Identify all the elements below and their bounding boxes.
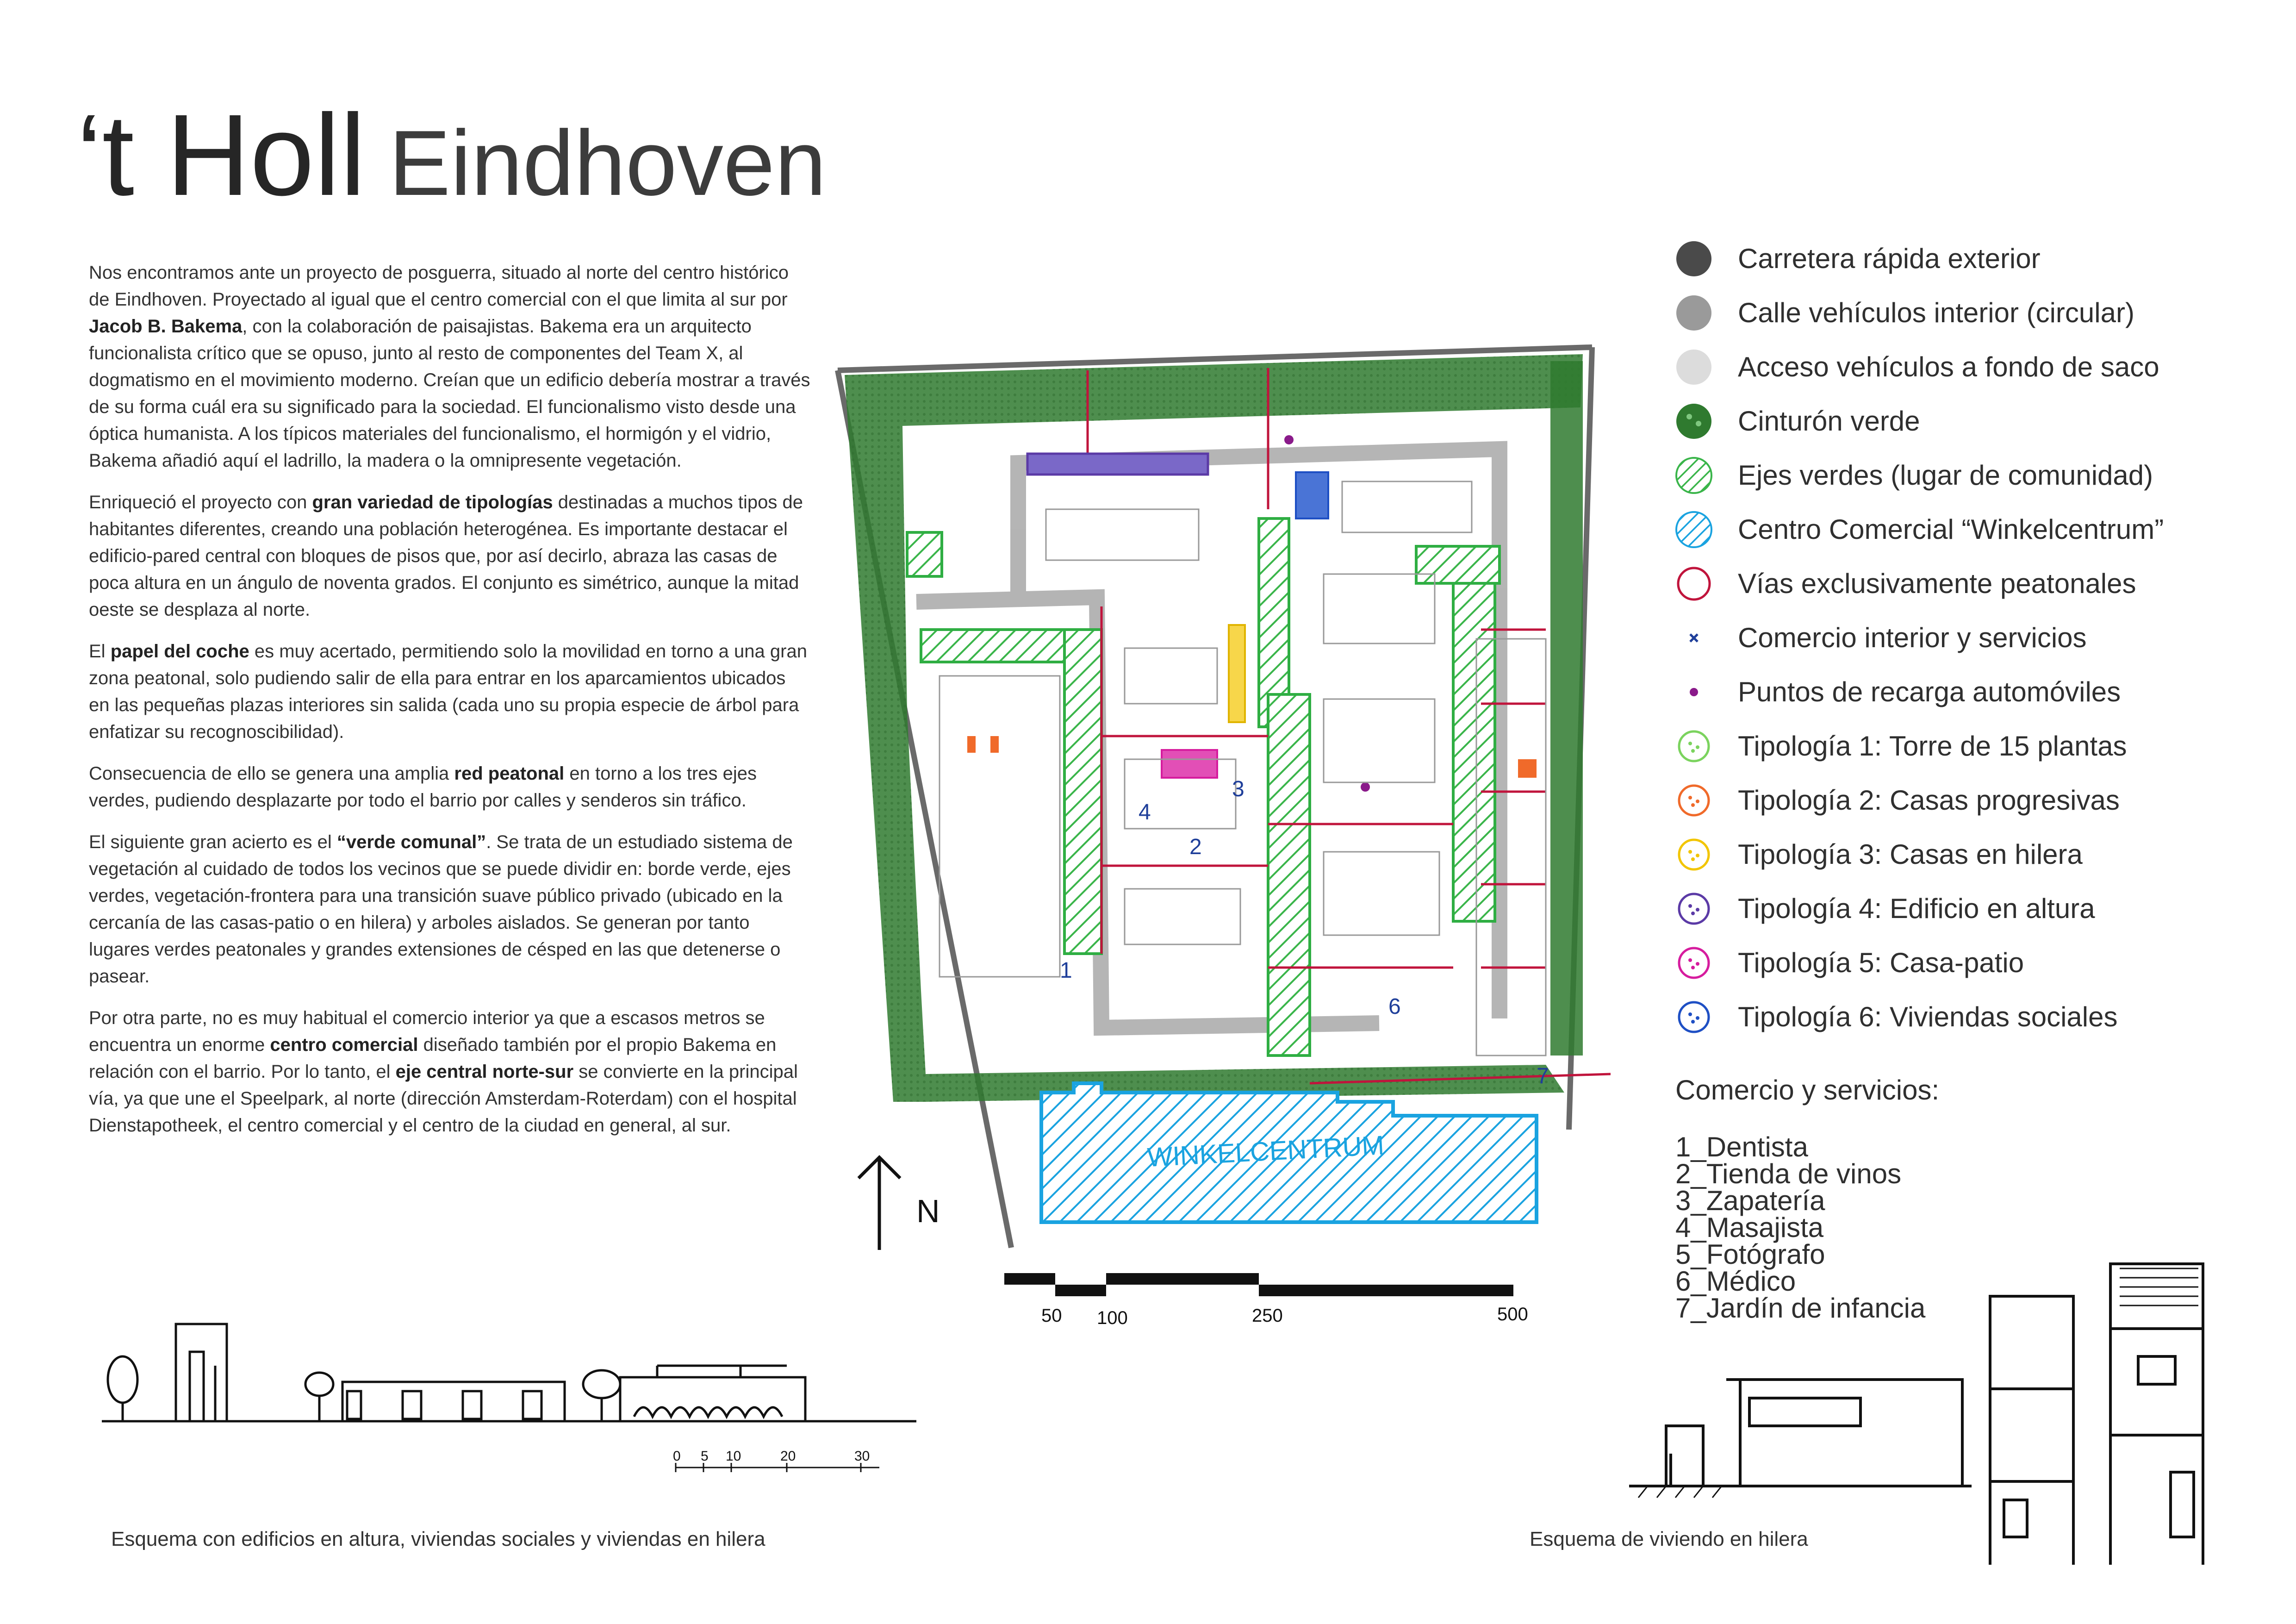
winkelcentrum-label: WINKELCENTRUM: [1146, 1130, 1385, 1173]
magenta-dotted-ring-icon: [1675, 944, 1712, 981]
svg-text:7: 7: [1537, 1064, 1549, 1088]
paragraph-1: Nos encontramos ante un proyecto de posguerra, situado al norte del centro histórico de Eindhoven. Proyectado al igual que el centro comercial con el que limita al sur por Jacob B. Bakema, con la colaboración de paisajistas. Bakema era un arquitecto funcionalista crítico que se opuso, junto al resto de componentes del Team X, al dogmatismo en el movimiento moderno. Creían que un edificio debería mostrar a través de su forma cuál era su significado para la sociedad. El funcionalismo visto desde una óptica humanista. A los típicos materiales del funcionalismo, el hormigón y el vidrio, Bakema añadió aquí el ladrillo, la madera o la omnipresente vegetación.: [89, 262, 810, 471]
legend-item: Tipología 1: Torre de 15 plantas: [1675, 719, 2277, 773]
svg-text:10: 10: [726, 1449, 741, 1464]
list-item: 5_Fotógrafo: [1675, 1239, 1825, 1270]
title-main: ‘t Holl: [76, 90, 366, 219]
site-plan: [824, 333, 1611, 1352]
paragraph-2: Enriqueció el proyecto con gran variedad de tipologías destinadas a muchos tipos de habitantes diferentes, creando una población heterogénea. Es importante destacar el edificio-pared central con bloques de pisos que, por así decirlo, abraza las casas de poca altura en un ángulo de noventa grados. El conjunto es simétrico, aunque la mitad oeste se desplaza al norte.: [89, 492, 803, 620]
legend-item: Tipología 4: Edificio en altura: [1675, 881, 2277, 936]
svg-text:5: 5: [701, 1449, 709, 1464]
paragraph-4: Consecuencia de ello se genera una amplia red peatonal en torno a los tres ejes verdes, pudiendo desplazarte por todo el barrio por calles y senderos sin tráfico.: [89, 763, 757, 811]
charging-point: [1361, 782, 1370, 792]
grey-circle-icon: [1675, 294, 1712, 331]
svg-text:500: 500: [1497, 1304, 1528, 1324]
list-item: 3_Zapatería: [1675, 1185, 1825, 1216]
blue-dotted-ring-icon: [1675, 999, 1712, 1036]
page-title: [76, 90, 827, 219]
section-scale: [676, 1463, 879, 1472]
typology-2-block: [990, 736, 999, 753]
svg-text:20: 20: [780, 1449, 796, 1464]
paragraph-6: Por otra parte, no es muy habitual el comercio interior ya que a escasos metros se encuentra un enorme centro comercial diseñado también por el propio Bakema en relación con el barrio. Por lo tanto, el eje central norte-sur se convierte en la principal vía, ya que une el Speelpark, al norte (dirección Amsterdam-Roterdam) con el hospital Dienstapotheek, el centro comercial y el centro de la ciudad en general, al sur.: [89, 1008, 798, 1136]
typology-6-block: [1296, 472, 1328, 518]
typology-4-block: [1027, 454, 1208, 475]
paragraph-5: El siguiente gran acierto es el “verde comunal”. Se trata de un estudiado sistema de vegetación al cuidado de todos los vecinos que se puede dividir en: borde verde, ejes verdes, vegetación-frontera para una transición suave público privado (ubicado en la cercanía de las casas-patio o en hilera) y arboles aislados. Se generan por tanto lugares verdes peatonales y grandes extensiones de césped en las que detenerse o pasear.: [89, 832, 793, 987]
list-item: 1_Dentista: [1675, 1131, 1808, 1162]
legend-item: Cinturón verde: [1675, 394, 2277, 448]
svg-text:0: 0: [673, 1449, 681, 1464]
north-arrow: [859, 1157, 900, 1250]
scale-bar: [1004, 1273, 1528, 1328]
legend-item: Puntos de recarga automóviles: [1675, 665, 2277, 719]
svg-text:3: 3: [1232, 777, 1244, 801]
paragraph-3: El papel del coche es muy acertado, permitiendo solo la movilidad en torno a una gran zona peatonal, solo pudiendo salir de ella para entrar en los aparcamientos ubicados en las pequeñas plazas interiores sin salida (cada uno su propia especie de árbol para enfatizar su recognoscibilidad).: [89, 641, 807, 742]
north-label: N: [916, 1193, 940, 1229]
red-ring-icon: [1675, 565, 1712, 602]
list-item: 4_Masajista: [1675, 1212, 1824, 1243]
legend: [1675, 231, 2277, 1044]
svg-text:100: 100: [1097, 1308, 1128, 1328]
light-grey-circle-icon: [1675, 349, 1712, 386]
legend-item: Centro Comercial “Winkelcentrum”: [1675, 502, 2277, 556]
orange-dotted-ring-icon: [1675, 782, 1712, 819]
svg-text:4: 4: [1139, 800, 1151, 824]
list-item: 6_Médico: [1675, 1266, 1796, 1297]
dark-grey-circle-icon: [1675, 240, 1712, 277]
yellow-dotted-ring-icon: [1675, 836, 1712, 873]
caption-left: Esquema con edificios en altura, viviendas sociales y viviendas en hilera: [111, 1528, 765, 1550]
typology-3-block: [1229, 625, 1245, 722]
svg-text:1: 1: [1060, 958, 1072, 983]
legend-item: Comercio interior y servicios: [1675, 611, 2277, 665]
typology-2-block: [1518, 759, 1537, 778]
intro-text: [89, 259, 811, 1154]
svg-text:6: 6: [1388, 994, 1401, 1019]
blue-hatch-icon: [1675, 511, 1712, 548]
svg-text:30: 30: [854, 1449, 870, 1464]
green-dotted-circle-icon: [1675, 403, 1712, 440]
caption-right: Esquema de viviendo en hilera: [1530, 1528, 1808, 1550]
blue-cross-icon: [1675, 619, 1712, 656]
green-hatch-icon: [1675, 457, 1712, 494]
svg-text:250: 250: [1252, 1305, 1283, 1326]
legend-item: Carretera rápida exterior: [1675, 231, 2277, 286]
legend-item: Vías exclusivamente peatonales: [1675, 556, 2277, 611]
purple-dot-icon: [1675, 674, 1712, 711]
list-item: 7_Jardín de infancia: [1675, 1293, 1926, 1324]
interior-streets: [916, 449, 1500, 1028]
typology-2-block: [967, 736, 976, 753]
title-sub: Eindhoven: [389, 112, 827, 215]
typology-5-block: [1162, 750, 1217, 778]
legend-item: Acceso vehículos a fondo de saco: [1675, 340, 2277, 394]
light-green-dotted-ring-icon: [1675, 728, 1712, 765]
legend-item: Tipología 6: Viviendas sociales: [1675, 990, 2277, 1044]
svg-text:50: 50: [1041, 1305, 1062, 1326]
section-sketch-right: [1620, 1241, 2268, 1565]
legend-item: Ejes verdes (lugar de comunidad): [1675, 448, 2277, 502]
violet-dotted-ring-icon: [1675, 890, 1712, 927]
services-heading: Comercio y servicios:: [1675, 1074, 1940, 1106]
legend-item: Tipología 5: Casa-patio: [1675, 936, 2277, 990]
charging-point: [1284, 435, 1294, 444]
svg-text:2: 2: [1189, 835, 1202, 859]
section-sketch-left: [102, 1296, 935, 1491]
legend-item: Tipología 3: Casas en hilera: [1675, 827, 2277, 881]
legend-item: Tipología 2: Casas progresivas: [1675, 773, 2277, 827]
legend-item: Calle vehículos interior (circular): [1675, 286, 2277, 340]
list-item: 2_Tienda de vinos: [1675, 1158, 1902, 1189]
